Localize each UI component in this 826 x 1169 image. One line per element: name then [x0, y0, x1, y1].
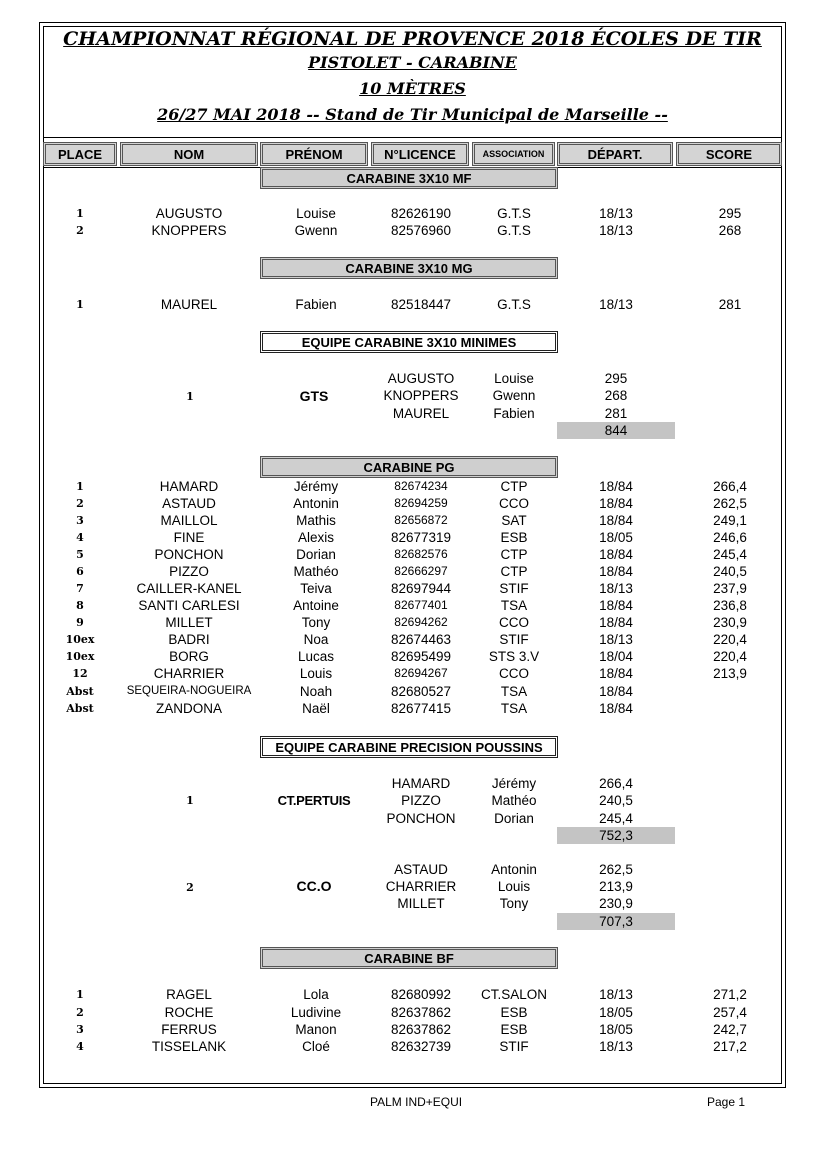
association-cell: CCO	[499, 666, 529, 681]
place-cell: 1	[76, 298, 84, 311]
prenom-cell: Manon	[295, 1022, 337, 1037]
section-title-eq-poussins: EQUIPE CARABINE PRECISION POUSSINS	[260, 736, 558, 758]
licence-cell: 82656872	[394, 513, 448, 527]
association-cell: TSA	[500, 684, 528, 699]
place-cell: 2	[76, 1006, 84, 1019]
place-cell: 7	[76, 582, 84, 595]
association-cell: CTP	[500, 564, 528, 579]
score-cell: 268	[718, 223, 742, 238]
score-cell: 246,6	[713, 530, 747, 545]
table-row	[0, 1021, 826, 1038]
member-score: 295	[604, 371, 628, 386]
header-licence: N°LICENCE	[371, 142, 469, 166]
association-cell: CCO	[499, 615, 529, 630]
section-title-bf: CARABINE BF	[260, 947, 558, 969]
member-nom: CHARRIER	[385, 879, 457, 894]
section-title-eq-minimes: EQUIPE CARABINE 3X10 MINIMES	[260, 331, 558, 353]
place-cell: 10ex	[65, 633, 95, 646]
section-title-mg: CARABINE 3X10 MG	[260, 257, 558, 279]
licence-cell: 82694267	[394, 666, 448, 680]
nom-cell: BORG	[169, 649, 209, 664]
table-row	[0, 700, 826, 717]
depart-cell: 18/84	[599, 479, 633, 494]
member-nom: HAMARD	[391, 776, 451, 791]
association-cell: ESB	[500, 1022, 528, 1037]
depart-cell: 18/05	[599, 1022, 633, 1037]
title-block	[43, 26, 782, 138]
table-row	[0, 512, 826, 529]
nom-cell: TISSELANK	[151, 1039, 227, 1054]
score-cell: 249,1	[713, 513, 747, 528]
association-cell: G.T.S	[497, 206, 531, 221]
nom-cell: ROCHE	[164, 1005, 214, 1020]
association-cell: ESB	[500, 530, 528, 545]
prenom-cell: Mathis	[296, 513, 336, 528]
place-cell: 12	[72, 667, 88, 680]
nom-cell: PIZZO	[169, 564, 209, 579]
place-cell: 1	[76, 480, 84, 493]
nom-cell: ASTAUD	[162, 496, 216, 511]
nom-cell: MILLET	[165, 615, 213, 630]
score-cell: 230,9	[713, 615, 747, 630]
depart-cell: 18/05	[599, 530, 633, 545]
depart-cell: 18/84	[599, 701, 633, 716]
place-cell: 2	[76, 497, 84, 510]
licence-cell: 82637862	[390, 1005, 452, 1020]
member-score: 213,9	[599, 879, 633, 894]
nom-cell: AUGUSTO	[155, 206, 223, 221]
footer-label: PALM IND+EQUI	[370, 1095, 463, 1109]
member-prenom: Jérémy	[491, 776, 537, 791]
depart-cell: 18/13	[599, 632, 633, 647]
place-cell: 3	[76, 514, 84, 527]
prenom-cell: Naël	[302, 701, 330, 716]
depart-cell: 18/05	[599, 1005, 633, 1020]
licence-cell: 82695499	[390, 649, 452, 664]
header-nom: NOM	[120, 142, 258, 166]
prenom-cell: Noah	[299, 684, 333, 699]
licence-cell: 82626190	[390, 206, 452, 221]
place-cell: 3	[76, 1023, 84, 1036]
association-cell: TSA	[500, 598, 528, 613]
depart-cell: 18/13	[599, 1039, 633, 1054]
licence-cell: 82694262	[394, 615, 448, 629]
depart-cell: 18/13	[599, 206, 633, 221]
prenom-cell: Teiva	[300, 581, 332, 596]
prenom-cell: Louise	[296, 206, 336, 221]
place-cell: 10ex	[65, 650, 95, 663]
table-row	[0, 222, 826, 239]
table-row	[0, 986, 826, 1003]
nom-cell: MAILLOL	[160, 513, 218, 528]
table-row	[0, 296, 826, 313]
table-row	[0, 205, 826, 222]
member-prenom: Antonin	[491, 862, 537, 877]
prenom-cell: Antonin	[293, 496, 339, 511]
association-cell: SAT	[501, 513, 527, 528]
depart-cell: 18/13	[599, 223, 633, 238]
depart-cell: 18/84	[599, 666, 633, 681]
member-nom: MAUREL	[392, 406, 450, 421]
section-title-pg: CARABINE PG	[260, 456, 558, 478]
licence-cell: 82697944	[390, 581, 452, 596]
score-cell: 295	[718, 206, 742, 221]
licence-cell: 82677415	[390, 701, 452, 716]
team-name: CC.O	[296, 878, 332, 894]
nom-cell: MAUREL	[160, 297, 218, 312]
table-row	[0, 495, 826, 512]
prenom-cell: Noa	[303, 632, 329, 647]
table-row	[0, 665, 826, 682]
table-row	[0, 631, 826, 648]
depart-cell: 18/84	[599, 598, 633, 613]
team-place: 2	[186, 881, 194, 894]
association-cell: G.T.S	[497, 223, 531, 238]
prenom-cell: Cloé	[302, 1039, 330, 1054]
nom-cell: CAILLER-KANEL	[136, 581, 242, 596]
member-score: 266,4	[599, 776, 633, 791]
prenom-cell: Fabien	[295, 297, 337, 312]
team-name: GTS	[299, 388, 329, 404]
header-prenom: PRÉNOM	[260, 142, 368, 166]
association-cell: G.T.S	[497, 297, 531, 312]
team-name: CT.PERTUIS	[277, 793, 351, 808]
table-row	[0, 529, 826, 546]
place-cell: 1	[76, 988, 84, 1001]
score-cell: 237,9	[713, 581, 747, 596]
licence-cell: 82682576	[394, 547, 448, 561]
association-cell: TSA	[500, 701, 528, 716]
table-row	[0, 1038, 826, 1055]
association-cell: CT.SALON	[480, 987, 548, 1002]
place-cell: Abst	[66, 685, 94, 698]
depart-cell: 18/84	[599, 564, 633, 579]
header-depart: DÉPART.	[557, 142, 673, 166]
prenom-cell: Mathéo	[293, 564, 339, 579]
nom-cell: PONCHON	[154, 547, 224, 562]
title-line-3: 10 MÈTRES	[359, 79, 466, 98]
licence-cell: 82666297	[394, 564, 448, 578]
member-score: 245,4	[599, 811, 633, 826]
prenom-cell: Alexis	[297, 530, 334, 545]
score-cell: 242,7	[713, 1022, 747, 1037]
member-nom: KNOPPERS	[383, 388, 459, 403]
prenom-cell: Gwenn	[294, 223, 338, 238]
prenom-cell: Lola	[303, 987, 329, 1002]
member-prenom: Louise	[494, 371, 534, 386]
member-prenom: Louis	[497, 879, 531, 894]
depart-cell: 18/13	[599, 987, 633, 1002]
nom-cell: ZANDONA	[155, 701, 222, 716]
table-row	[0, 478, 826, 495]
table-row	[0, 648, 826, 665]
association-cell: CTP	[500, 479, 528, 494]
table-row	[0, 563, 826, 580]
nom-cell: CHARRIER	[153, 666, 225, 681]
table-row	[0, 597, 826, 614]
prenom-cell: Antoine	[293, 598, 339, 613]
member-nom: AUGUSTO	[387, 371, 455, 386]
association-cell: STIF	[499, 632, 529, 647]
header-score: SCORE	[676, 142, 782, 166]
member-prenom: Tony	[499, 896, 529, 911]
place-cell: 4	[76, 1040, 84, 1053]
title-line-1: CHAMPIONNAT RÉGIONAL DE PROVENCE 2018 ÉCOLES DE TIR	[63, 28, 762, 50]
member-prenom: Mathéo	[491, 793, 537, 808]
licence-cell: 82637862	[390, 1022, 452, 1037]
association-cell: ESB	[500, 1005, 528, 1020]
table-row	[0, 1004, 826, 1021]
association-cell: STIF	[499, 581, 529, 596]
title-line-4: 26/27 MAI 2018 -- Stand de Tir Municipal de Marseille --	[157, 105, 668, 124]
member-score: 240,5	[599, 793, 633, 808]
score-cell: 236,8	[713, 598, 747, 613]
page-number: Page 1	[707, 1095, 746, 1109]
place-cell: Abst	[66, 702, 94, 715]
depart-cell: 18/04	[599, 649, 633, 664]
score-cell: 220,4	[713, 632, 747, 647]
nom-cell: SEQUEIRA-NOGUEIRA	[126, 685, 252, 697]
member-nom: MILLET	[397, 896, 445, 911]
member-score: 262,5	[599, 862, 633, 877]
team-total: 707,3	[557, 913, 675, 930]
section-title-mf: CARABINE 3X10 MF	[260, 167, 558, 189]
depart-cell: 18/84	[599, 496, 633, 511]
association-cell: STIF	[499, 1039, 529, 1054]
table-row	[0, 614, 826, 631]
prenom-cell: Jérémy	[293, 479, 339, 494]
nom-cell: KNOPPERS	[151, 223, 227, 238]
licence-cell: 82576960	[390, 223, 452, 238]
header-place: PLACE	[43, 142, 117, 166]
licence-cell: 82680527	[390, 684, 452, 699]
score-cell: 266,4	[713, 479, 747, 494]
score-cell: 262,5	[713, 496, 747, 511]
score-cell: 245,4	[713, 547, 747, 562]
place-cell: 9	[76, 616, 84, 629]
prenom-cell: Louis	[299, 666, 333, 681]
score-cell: 271,2	[713, 987, 747, 1002]
nom-cell: FINE	[173, 530, 205, 545]
member-prenom: Fabien	[493, 406, 535, 421]
place-cell: 1	[76, 207, 84, 220]
association-cell: CCO	[499, 496, 529, 511]
depart-cell: 18/84	[599, 615, 633, 630]
depart-cell: 18/84	[599, 547, 633, 562]
prenom-cell: Tony	[301, 615, 331, 630]
depart-cell: 18/13	[599, 297, 633, 312]
place-cell: 2	[76, 224, 84, 237]
place-cell: 5	[76, 548, 84, 561]
score-cell: 220,4	[713, 649, 747, 664]
member-score: 230,9	[599, 896, 633, 911]
nom-cell: BADRI	[168, 632, 210, 647]
licence-cell: 82680992	[390, 987, 452, 1002]
depart-cell: 18/84	[599, 513, 633, 528]
table-row	[0, 683, 826, 700]
table-row	[0, 580, 826, 597]
place-cell: 4	[76, 531, 84, 544]
nom-cell: RAGEL	[166, 987, 212, 1002]
score-cell: 281	[718, 297, 742, 312]
title-line-2: PISTOLET - CARABINE	[308, 53, 517, 72]
depart-cell: 18/13	[599, 581, 633, 596]
score-cell: 217,2	[713, 1039, 747, 1054]
prenom-cell: Dorian	[296, 547, 336, 562]
member-nom: PONCHON	[386, 811, 456, 826]
licence-cell: 82518447	[390, 297, 452, 312]
member-prenom: Gwenn	[492, 388, 536, 403]
team-total: 844	[557, 422, 675, 439]
member-score: 268	[604, 388, 628, 403]
table-row	[0, 546, 826, 563]
member-nom: PIZZO	[401, 793, 441, 808]
nom-cell: HAMARD	[159, 479, 219, 494]
association-cell: STS 3.V	[488, 649, 540, 664]
licence-cell: 82677319	[390, 530, 452, 545]
score-cell: 240,5	[713, 564, 747, 579]
prenom-cell: Ludivine	[290, 1005, 342, 1020]
depart-cell: 18/84	[599, 684, 633, 699]
prenom-cell: Lucas	[297, 649, 335, 664]
team-place: 1	[186, 390, 194, 403]
licence-cell: 82677401	[394, 598, 448, 612]
header-association: ASSOCIATION	[472, 142, 555, 166]
place-cell: 8	[76, 599, 84, 612]
licence-cell: 82632739	[390, 1039, 452, 1054]
member-prenom: Dorian	[494, 811, 534, 826]
score-cell: 213,9	[713, 666, 747, 681]
member-score: 281	[604, 406, 628, 421]
licence-cell: 82674463	[390, 632, 452, 647]
score-cell: 257,4	[713, 1005, 747, 1020]
licence-cell: 82674234	[394, 479, 448, 493]
nom-cell: FERRUS	[161, 1022, 217, 1037]
association-cell: CTP	[500, 547, 528, 562]
licence-cell: 82694259	[394, 496, 448, 510]
nom-cell: SANTI CARLESI	[138, 598, 240, 613]
team-total: 752,3	[557, 827, 675, 844]
member-nom: ASTAUD	[394, 862, 448, 877]
team-place: 1	[186, 794, 194, 807]
place-cell: 6	[76, 565, 84, 578]
